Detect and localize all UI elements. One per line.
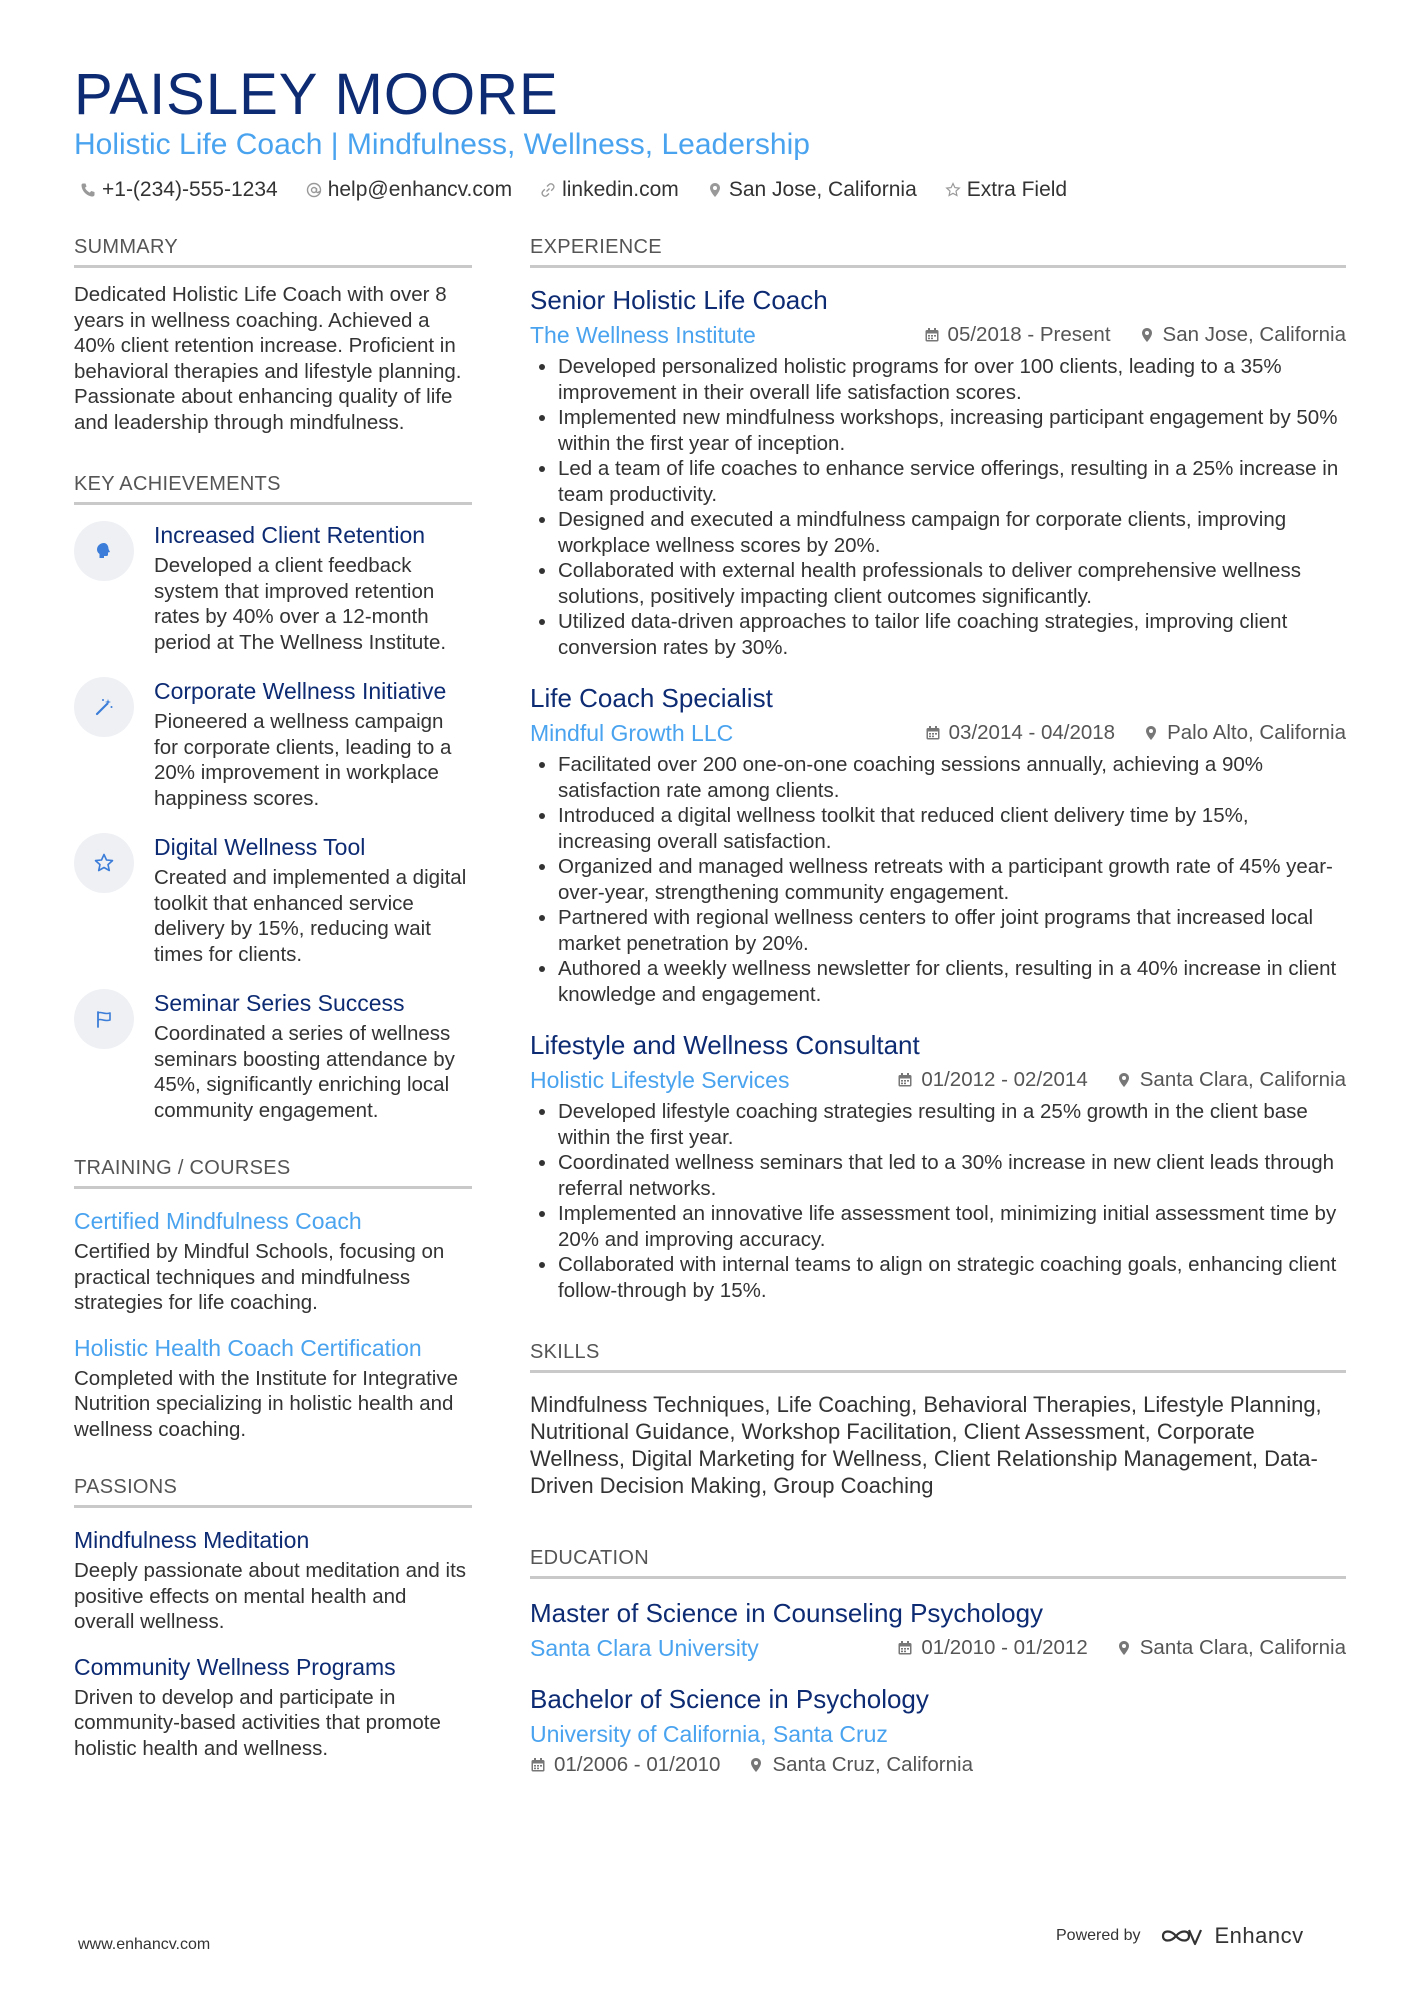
job-location-text: Palo Alto, California [1167, 721, 1346, 744]
calendar-icon [925, 725, 941, 741]
link-icon [540, 182, 556, 198]
education-meta [897, 1636, 1346, 1660]
job-location [1116, 1068, 1346, 1092]
education-dates-text: 01/2010 - 01/2012 [921, 1636, 1088, 1659]
job-location [1143, 721, 1346, 745]
job-bullet: • Led a team of life coaches to enhance service offerings, resulting in a 25% increase in team productivity. [558, 456, 1346, 507]
training-item [74, 1334, 472, 1443]
job-entry [530, 1029, 1346, 1303]
job-dates-text: 01/2012 - 02/2014 [921, 1068, 1088, 1091]
training-item [74, 1207, 472, 1316]
education-section [530, 1547, 1346, 1777]
passions-title: PASSIONS [74, 1476, 472, 1508]
job-bullet: • Facilitated over 200 one-on-one coaching sessions annually, achieving a 90% satisfaction rate among clients. [558, 752, 1346, 803]
education-school: Santa Clara University [530, 1635, 759, 1661]
achievement-icon-wrap [74, 677, 134, 737]
job-meta-row [530, 718, 1346, 748]
job-bullet: • Designed and executed a mindfulness campaign for corporate clients, improving workplace wellness scores by 20%. [558, 507, 1346, 558]
job-bullet: • Developed personalized holistic programs for over 100 clients, leading to a 35% improvement in their overall life satisfaction scores. [558, 354, 1346, 405]
training-item-title: Holistic Health Coach Certification [74, 1334, 422, 1361]
achievement-text: Coordinated a series of wellness seminars boosting attendance by 45%, significantly enriching local community engagement. [154, 1022, 455, 1122]
contact-bar [80, 178, 1067, 202]
training-title: TRAINING / COURSES [74, 1157, 472, 1189]
experience-title: EXPERIENCE [530, 236, 1346, 268]
job-dates [897, 1068, 1087, 1092]
phone-icon [80, 182, 96, 198]
passion-item-text: Deeply passionate about meditation and its positive effects on mental health and overall wellness. [74, 1559, 467, 1633]
contact-email-text: help@enhancv.com [327, 178, 513, 201]
training-item-text: Certified by Mindful Schools, focusing on practical techniques and mindfulness strategies for life coaching. [74, 1240, 445, 1314]
job-bullets [530, 752, 1346, 1007]
achievement-content [154, 677, 472, 811]
job-meta-row [530, 1065, 1346, 1095]
location-pin-icon [748, 1757, 764, 1773]
location-pin-icon [1116, 1640, 1132, 1656]
education-location [748, 1753, 973, 1777]
job-meta [925, 721, 1346, 745]
enhancv-logo[interactable] [1159, 1923, 1304, 1949]
job-bullet: • Introduced a digital wellness toolkit that reduced client delivery time by 15%, increasing overall satisfaction. [558, 803, 1346, 854]
star-icon [945, 182, 961, 198]
achievement-item [74, 989, 472, 1123]
job-bullet: • Implemented new mindfulness workshops, increasing participant engagement by 50% within the first year of inception. [558, 405, 1346, 456]
job-meta [924, 323, 1346, 347]
contact-extra [945, 178, 1067, 202]
achievement-item [74, 521, 472, 655]
summary-section [74, 236, 472, 435]
left-column [74, 236, 472, 1761]
achievements-section [74, 473, 472, 1123]
achievement-title: Corporate Wellness Initiative [154, 678, 447, 704]
training-item-text: Completed with the Institute for Integrative Nutrition specializing in holistic health and wellness coaching. [74, 1366, 459, 1441]
contact-extra-text: Extra Field [966, 178, 1068, 201]
education-meta-row [530, 1633, 1346, 1663]
education-degree: Bachelor of Science in Psychology [530, 1684, 929, 1714]
calendar-icon [897, 1072, 913, 1088]
passions-section [74, 1476, 472, 1761]
achievement-text: Pioneered a wellness campaign for corporate clients, leading to a 20% improvement in workplace happiness scores. [154, 710, 452, 810]
job-bullet: • Authored a weekly wellness newsletter for clients, resulting in a 40% increase in client knowledge and engagement. [558, 956, 1346, 1007]
skills-section [530, 1341, 1346, 1499]
job-bullets [530, 1099, 1346, 1303]
contact-location [707, 178, 917, 202]
job-dates [925, 721, 1115, 745]
education-dates-text: 01/2006 - 01/2010 [554, 1753, 721, 1776]
magic-wand-icon [93, 696, 115, 718]
achievement-content [154, 521, 472, 655]
education-title: EDUCATION [530, 1547, 1346, 1579]
achievement-icon-wrap [74, 989, 134, 1049]
job-title: Lifestyle and Wellness Consultant [530, 1030, 920, 1060]
education-item [530, 1597, 1346, 1663]
achievements-title: KEY ACHIEVEMENTS [74, 473, 472, 505]
contact-phone-text: +1-(234)-555-1234 [102, 178, 278, 201]
achievement-title: Increased Client Retention [154, 522, 426, 548]
passion-item [74, 1526, 472, 1635]
job-meta [897, 1068, 1346, 1092]
job-dates-text: 05/2018 - Present [947, 323, 1111, 346]
education-degree: Master of Science in Counseling Psychology [530, 1598, 1044, 1628]
job-bullet: • Implemented an innovative life assessment tool, minimizing initial assessment time by 20% and improving accuracy. [558, 1201, 1346, 1252]
job-entry [530, 284, 1346, 660]
achievement-text: Developed a client feedback system that improved retention rates by 40% over a 12-month period at The Wellness Institute. [154, 554, 447, 654]
calendar-icon [530, 1757, 546, 1773]
job-bullet: • Partnered with regional wellness centers to offer joint programs that increased local market penetration by 20%. [558, 905, 1346, 956]
achievement-icon-wrap [74, 833, 134, 893]
job-bullet: • Coordinated wellness seminars that led to a 30% increase in new client leads through referral networks. [558, 1150, 1346, 1201]
training-item-title: Certified Mindfulness Coach [74, 1208, 362, 1234]
achievement-item [74, 833, 472, 967]
education-meta [530, 1753, 1346, 1777]
skills-text: Mindfulness Techniques, Life Coaching, Behavioral Therapies, Lifestyle Planning, Nutritional Guidance, Workshop Facilitation, Client Assessment, Corporate Wellness, Digital Marketing for Wellness, Client Relationship Management, Data-Driven Decision Making, Group Coaching [530, 1392, 1322, 1498]
passion-item-title: Mindfulness Meditation [74, 1527, 310, 1553]
education-school: University of California, Santa Cruz [530, 1721, 888, 1747]
education-location-text: Santa Cruz, California [772, 1753, 973, 1776]
achievement-title: Digital Wellness Tool [154, 834, 366, 860]
job-company: Holistic Lifestyle Services [530, 1067, 790, 1093]
job-company: The Wellness Institute [530, 322, 756, 348]
brand-name: Enhancv [1214, 1923, 1304, 1948]
calendar-icon [924, 327, 940, 343]
footer-website[interactable]: www.enhancv.com [78, 1936, 211, 1953]
passion-item-text: Driven to develop and participate in community-based activities that promote holistic health and wellness. [74, 1685, 441, 1760]
job-location-text: Santa Clara, California [1139, 1068, 1346, 1091]
job-bullet: • Utilized data-driven approaches to tailor life coaching strategies, improving client conversion rates by 30%. [558, 609, 1346, 660]
job-dates [924, 323, 1111, 347]
training-section [74, 1157, 472, 1442]
passion-item-title: Community Wellness Programs [74, 1653, 396, 1680]
job-title: Senior Holistic Life Coach [530, 285, 828, 315]
job-company: Mindful Growth LLC [530, 720, 734, 746]
job-location-text: San Jose, California [1162, 323, 1346, 346]
experience-section [530, 236, 1346, 1303]
contact-linkedin-text: linkedin.com [562, 178, 679, 201]
candidate-name: PAISLEY MOORE [74, 62, 559, 127]
job-bullet: • Collaborated with external health professionals to deliver comprehensive wellness solutions, positively impacting client outcomes significantly. [558, 558, 1346, 609]
location-pin-icon [1116, 1072, 1132, 1088]
job-bullets [530, 354, 1346, 660]
achievement-item [74, 677, 472, 811]
achievement-text: Created and implemented a digital toolkit that enhanced service delivery by 15%, reducing wait times for clients. [154, 866, 467, 966]
job-bullet: • Developed lifestyle coaching strategies resulting in a 25% growth in the client base within the first year. [558, 1099, 1346, 1150]
contact-location-text: San Jose, California [728, 178, 917, 201]
job-bullet: • Collaborated with internal teams to align on strategic coaching goals, enhancing client follow-through by 15%. [558, 1252, 1346, 1303]
achievement-content [154, 989, 472, 1123]
flag-icon [93, 1008, 115, 1030]
location-pin-icon [707, 182, 723, 198]
skills-title: SKILLS [530, 1341, 1346, 1373]
contact-phone [80, 178, 278, 202]
star-icon [93, 852, 115, 874]
education-location [1116, 1636, 1346, 1660]
brain-icon [93, 540, 115, 562]
job-bullet: • Organized and managed wellness retreats with a participant growth rate of 45% year-over-year, strengthening community engagement. [558, 854, 1346, 905]
contact-linkedin[interactable] [540, 178, 679, 202]
candidate-headline: Holistic Life Coach | Mindfulness, Wellness, Leadership [74, 128, 810, 161]
calendar-icon [897, 1640, 913, 1656]
right-column [530, 236, 1346, 1777]
powered-by-label: Powered by [1056, 1927, 1141, 1944]
at-icon [306, 182, 322, 198]
summary-text: Dedicated Holistic Life Coach with over 8 years in wellness coaching. Achieved a 40% client retention increase. Proficient in behavioral therapies and lifestyle planning. Passionate about enhancing quality of life and leadership through mindfulness. [74, 283, 462, 434]
education-location-text: Santa Clara, California [1139, 1636, 1346, 1659]
education-dates [897, 1636, 1087, 1660]
enhancv-logo-icon [1159, 1924, 1205, 1948]
achievement-title: Seminar Series Success [154, 990, 405, 1016]
contact-email[interactable] [306, 178, 512, 202]
achievement-content [154, 833, 472, 967]
passion-item [74, 1653, 472, 1762]
education-dates [530, 1753, 720, 1777]
summary-title: SUMMARY [74, 236, 472, 268]
education-item [530, 1683, 1346, 1777]
job-meta-row [530, 320, 1346, 350]
job-entry [530, 682, 1346, 1007]
job-title: Life Coach Specialist [530, 683, 773, 713]
job-location [1139, 323, 1346, 347]
footer-brand [1056, 1923, 1304, 1949]
location-pin-icon [1139, 327, 1155, 343]
achievement-icon-wrap [74, 521, 134, 581]
location-pin-icon [1143, 725, 1159, 741]
job-dates-text: 03/2014 - 04/2018 [948, 721, 1116, 744]
